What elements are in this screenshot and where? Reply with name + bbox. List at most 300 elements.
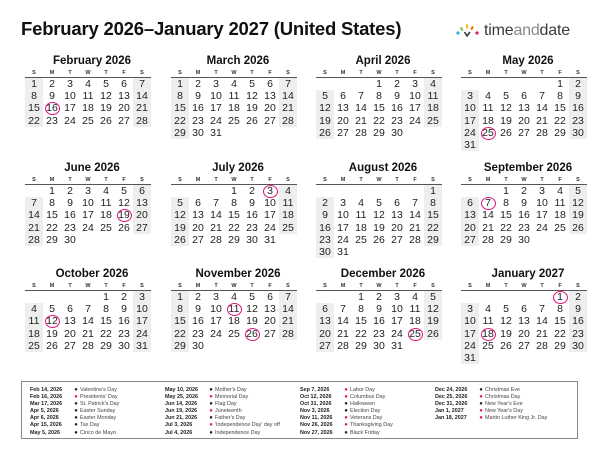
day-cell: 2 xyxy=(521,185,527,197)
day-grid xyxy=(461,78,587,151)
day-cell: 22 xyxy=(228,221,240,234)
day-cell: 10 xyxy=(337,209,349,222)
day-cell: 26 xyxy=(246,114,258,127)
day-cell: 5 xyxy=(249,78,255,90)
empty-cell xyxy=(388,185,406,197)
day-cell: 21 xyxy=(279,102,297,114)
day-cell: 5 xyxy=(249,291,255,303)
day-cell: 10 xyxy=(536,197,548,210)
day-cell: 25 xyxy=(228,114,240,127)
day-cell: 24 xyxy=(461,127,479,139)
bullet-icon: ● xyxy=(74,415,78,422)
bullet-icon: ● xyxy=(209,394,213,401)
day-cell: 24 xyxy=(133,328,151,340)
holiday-day-cell: 26 xyxy=(243,328,261,340)
day-cell: 2 xyxy=(121,291,127,303)
day-cell: 7 xyxy=(279,291,297,303)
day-cell: 16 xyxy=(373,315,385,328)
day-cell: 7 xyxy=(358,90,364,103)
day-cell: 29 xyxy=(228,233,240,246)
bullet-icon: ● xyxy=(479,401,483,408)
day-cell: 5 xyxy=(121,185,127,197)
day-cell: 9 xyxy=(195,90,201,103)
month-calendar xyxy=(313,267,453,352)
day-cell: 2 xyxy=(49,78,55,90)
day-cell: 22 xyxy=(554,114,566,127)
holiday-date: May 5, 2026 xyxy=(30,429,60,436)
day-cell: 17 xyxy=(210,102,222,115)
day-cell: 4 xyxy=(557,185,563,197)
day-cell: 6 xyxy=(521,303,527,316)
day-cell: 11 xyxy=(482,102,494,115)
day-cell: 18 xyxy=(409,315,421,328)
weekday-label: M xyxy=(195,70,201,76)
day-cell: 11 xyxy=(100,197,112,210)
bullet-icon: ● xyxy=(74,422,78,429)
day-cell: 24 xyxy=(64,114,76,127)
month-title: April 2026 xyxy=(355,55,411,67)
holiday-date: Jun 19, 2026 xyxy=(165,408,198,415)
legend-row xyxy=(435,408,547,415)
day-cell: 7 xyxy=(279,78,297,90)
day-cell: 22 xyxy=(554,327,566,340)
day-cell: 4 xyxy=(485,90,491,103)
day-cell: 17 xyxy=(264,209,276,222)
day-cell: 10 xyxy=(391,303,403,316)
holiday-date: Oct 12, 2026 xyxy=(300,394,332,401)
day-cell: 23 xyxy=(192,327,204,340)
day-cell: 28 xyxy=(133,115,151,127)
day-cell: 1 xyxy=(231,185,237,197)
day-cell: 23 xyxy=(569,115,587,127)
empty-cell xyxy=(461,78,479,90)
day-cell: 12 xyxy=(424,303,442,315)
day-cell: 23 xyxy=(192,114,204,127)
day-grid xyxy=(25,185,151,246)
month-title: August 2026 xyxy=(348,162,418,174)
day-cell: 8 xyxy=(358,303,364,316)
day-grid xyxy=(461,291,587,364)
day-cell: 14 xyxy=(25,209,43,221)
holiday-day-cell: 12 xyxy=(43,315,61,327)
day-cell: 15 xyxy=(100,315,112,328)
weekday-label: S xyxy=(323,177,327,183)
weekday-label: S xyxy=(140,283,144,289)
day-cell: 25 xyxy=(279,222,297,234)
day-cell: 13 xyxy=(518,102,530,115)
holiday-date: Mar 17, 2026 xyxy=(30,401,63,408)
day-cell: 9 xyxy=(249,197,255,210)
day-cell: 11 xyxy=(424,90,442,102)
day-cell: 31 xyxy=(264,233,276,246)
day-cell: 7 xyxy=(412,197,418,210)
day-cell: 25 xyxy=(355,233,367,246)
month-calendar xyxy=(313,54,453,139)
bullet-icon: ● xyxy=(74,394,78,401)
day-cell: 5 xyxy=(376,197,382,210)
day-cell: 24 xyxy=(82,221,94,234)
legend-row xyxy=(165,408,280,415)
day-cell: 3 xyxy=(67,78,73,90)
weekday-header xyxy=(316,282,442,291)
weekday-label: W xyxy=(376,177,382,183)
legend-row xyxy=(165,394,280,401)
logo-text: timeanddate xyxy=(484,22,570,39)
day-cell: 20 xyxy=(391,221,403,234)
day-cell: 20 xyxy=(461,222,479,234)
day-cell: 13 xyxy=(64,315,76,328)
day-cell: 1 xyxy=(376,78,382,90)
day-cell: 28 xyxy=(536,126,548,139)
weekday-label: S xyxy=(286,283,290,289)
legend-row xyxy=(30,394,119,401)
day-cell: 30 xyxy=(192,339,204,352)
day-cell: 6 xyxy=(267,78,273,90)
day-cell: 14 xyxy=(355,102,367,115)
day-cell: 10 xyxy=(133,303,151,315)
day-cell: 31 xyxy=(461,139,479,151)
empty-cell xyxy=(479,185,497,197)
holiday-name: Father's Day xyxy=(215,415,246,422)
day-cell: 13 xyxy=(118,90,130,103)
month-calendar xyxy=(22,161,162,246)
day-cell: 25 xyxy=(82,114,94,127)
day-cell: 3 xyxy=(539,185,545,197)
weekday-header xyxy=(316,69,442,78)
weekday-label: S xyxy=(468,283,472,289)
day-cell: 14 xyxy=(536,102,548,115)
day-cell: 16 xyxy=(64,209,76,222)
day-cell: 15 xyxy=(424,209,442,221)
day-cell: 14 xyxy=(279,303,297,315)
day-cell: 17 xyxy=(461,115,479,127)
legend-row xyxy=(30,422,119,429)
day-cell: 30 xyxy=(569,340,587,352)
day-cell: 26 xyxy=(118,221,130,234)
day-cell: 2 xyxy=(67,185,73,197)
day-cell: 12 xyxy=(373,209,385,222)
weekday-label: T xyxy=(540,283,544,289)
day-cell: 12 xyxy=(569,197,587,209)
day-cell: 20 xyxy=(337,114,349,127)
weekday-header xyxy=(171,282,297,291)
day-cell: 5 xyxy=(316,90,334,102)
day-cell: 11 xyxy=(228,90,240,103)
day-cell: 27 xyxy=(118,114,130,127)
empty-cell xyxy=(25,291,43,303)
day-cell: 13 xyxy=(133,197,151,209)
day-cell: 18 xyxy=(355,221,367,234)
weekday-header xyxy=(461,176,587,185)
holiday-date: Feb 14, 2026 xyxy=(30,387,63,393)
day-cell: 4 xyxy=(424,78,442,90)
timeanddate-logo[interactable] xyxy=(455,21,570,41)
holiday-name: Labor Day xyxy=(350,387,375,393)
weekday-label: T xyxy=(250,177,254,183)
day-cell: 29 xyxy=(424,234,442,246)
weekday-label: S xyxy=(286,70,290,76)
day-cell: 15 xyxy=(46,209,58,222)
day-cell: 1 xyxy=(171,291,189,303)
day-cell: 5 xyxy=(503,90,509,103)
empty-cell xyxy=(515,78,533,90)
weekday-label: M xyxy=(485,70,491,76)
empty-cell xyxy=(171,185,189,197)
holiday-name: Christmas Eve xyxy=(485,387,521,393)
day-grid xyxy=(461,185,587,246)
day-cell: 22 xyxy=(500,221,512,234)
day-cell: 30 xyxy=(64,233,76,246)
day-cell: 17 xyxy=(133,315,151,327)
day-cell: 4 xyxy=(412,291,418,303)
holiday-date: Jun 14, 2026 xyxy=(165,401,198,408)
day-cell: 27 xyxy=(264,114,276,127)
day-cell: 22 xyxy=(171,328,189,340)
day-cell: 12 xyxy=(171,209,189,221)
day-cell: 3 xyxy=(394,291,400,303)
day-cell: 27 xyxy=(391,233,403,246)
weekday-label: M xyxy=(340,283,346,289)
day-cell: 24 xyxy=(210,114,222,127)
weekday-label: S xyxy=(468,177,472,183)
bullet-icon: ● xyxy=(209,408,213,415)
day-cell: 28 xyxy=(210,233,222,246)
month-calendar xyxy=(313,161,453,258)
day-cell: 13 xyxy=(264,303,276,316)
holiday-date: Dec 24, 2026 xyxy=(435,387,468,393)
day-cell: 17 xyxy=(391,315,403,328)
day-cell: 29 xyxy=(373,126,385,139)
day-cell: 4 xyxy=(231,291,237,303)
day-cell: 14 xyxy=(133,90,151,102)
day-cell: 20 xyxy=(264,315,276,328)
day-cell: 16 xyxy=(569,102,587,114)
empty-cell xyxy=(370,185,388,197)
day-cell: 21 xyxy=(210,221,222,234)
holiday-day-cell: 16 xyxy=(43,102,61,114)
day-cell: 20 xyxy=(118,102,130,115)
legend-column xyxy=(165,387,280,437)
day-cell: 13 xyxy=(337,102,349,115)
day-cell: 17 xyxy=(210,315,222,328)
day-cell: 21 xyxy=(355,114,367,127)
day-cell: 3 xyxy=(213,78,219,90)
weekday-header xyxy=(171,176,297,185)
day-cell: 26 xyxy=(373,233,385,246)
day-cell: 27 xyxy=(264,327,276,340)
weekday-label: T xyxy=(395,70,399,76)
day-cell: 24 xyxy=(461,340,479,352)
day-cell: 6 xyxy=(521,90,527,103)
day-cell: 27 xyxy=(518,126,530,139)
day-cell: 28 xyxy=(279,328,297,340)
day-cell: 17 xyxy=(64,102,76,115)
holiday-date: Feb 16, 2026 xyxy=(30,394,63,401)
holiday-name: Cinco de Mayo xyxy=(80,429,116,436)
holiday-name: Valentine's Day xyxy=(80,387,117,393)
day-cell: 19 xyxy=(46,327,58,340)
weekday-label: T xyxy=(214,70,218,76)
month-calendar xyxy=(168,267,308,352)
weekday-label: M xyxy=(195,177,201,183)
day-cell: 4 xyxy=(103,185,109,197)
bullet-icon: ● xyxy=(479,408,483,415)
day-cell: 9 xyxy=(569,303,587,315)
day-cell: 18 xyxy=(279,209,297,221)
weekday-label: S xyxy=(140,177,144,183)
day-cell: 30 xyxy=(518,233,530,246)
weekday-label: S xyxy=(140,70,144,76)
day-cell: 1 xyxy=(25,78,43,90)
weekday-label: W xyxy=(521,177,527,183)
legend-row xyxy=(300,415,393,422)
day-cell: 28 xyxy=(355,126,367,139)
bullet-icon: ● xyxy=(74,401,78,408)
day-cell: 30 xyxy=(373,339,385,352)
legend-row xyxy=(165,401,280,408)
day-cell: 18 xyxy=(82,102,94,115)
day-cell: 19 xyxy=(246,315,258,328)
weekday-label: S xyxy=(576,283,580,289)
day-grid xyxy=(25,291,151,352)
holiday-date: Apr 5, 2026 xyxy=(30,408,59,415)
weekday-header xyxy=(171,69,297,78)
empty-cell xyxy=(316,291,334,303)
legend-row xyxy=(30,401,119,408)
holiday-name: Tax Day xyxy=(80,422,100,429)
bullet-icon: ● xyxy=(74,429,78,436)
day-cell: 27 xyxy=(133,222,151,234)
day-cell: 16 xyxy=(192,315,204,328)
day-cell: 28 xyxy=(82,339,94,352)
day-cell: 6 xyxy=(67,303,73,316)
day-cell: 7 xyxy=(85,303,91,316)
day-cell: 11 xyxy=(25,315,43,327)
bullet-icon: ● xyxy=(74,387,78,393)
weekday-label: F xyxy=(268,177,272,183)
day-cell: 11 xyxy=(355,209,367,222)
empty-cell xyxy=(207,185,225,197)
day-cell: 25 xyxy=(228,327,240,340)
month-title: November 2026 xyxy=(195,268,281,280)
day-cell: 20 xyxy=(316,328,334,340)
day-cell: 3 xyxy=(340,197,346,210)
holiday-name: New Year's Eve xyxy=(485,401,523,408)
weekday-label: F xyxy=(558,283,562,289)
day-cell: 1 xyxy=(503,185,509,197)
day-cell: 7 xyxy=(133,78,151,90)
weekday-label: S xyxy=(178,177,182,183)
holiday-name: Easter Monday xyxy=(80,415,117,422)
holiday-day-cell: 25 xyxy=(479,127,497,139)
bullet-icon: ● xyxy=(344,408,348,415)
day-cell: 19 xyxy=(373,221,385,234)
day-cell: 28 xyxy=(482,233,494,246)
day-cell: 31 xyxy=(461,352,479,364)
day-cell: 4 xyxy=(358,197,364,210)
day-grid xyxy=(171,291,297,352)
legend-row xyxy=(30,415,119,422)
empty-cell xyxy=(461,185,479,197)
holiday-date: Dec 25, 2026 xyxy=(435,394,468,401)
weekday-label: T xyxy=(359,70,363,76)
month-calendar xyxy=(168,161,308,246)
day-cell: 16 xyxy=(246,209,258,222)
day-cell: 24 xyxy=(409,114,421,127)
holiday-name: Columbus Day xyxy=(350,394,386,401)
day-cell: 15 xyxy=(228,209,240,222)
weekday-label: W xyxy=(521,70,527,76)
weekday-label: T xyxy=(395,283,399,289)
holiday-date: Dec 31, 2026 xyxy=(435,401,468,408)
empty-cell xyxy=(479,291,497,303)
day-cell: 19 xyxy=(100,102,112,115)
legend-row xyxy=(300,394,393,401)
day-cell: 19 xyxy=(500,114,512,127)
weekday-label: W xyxy=(376,283,382,289)
day-cell: 26 xyxy=(46,339,58,352)
day-cell: 24 xyxy=(210,327,222,340)
day-grid xyxy=(316,78,442,139)
day-cell: 7 xyxy=(25,197,43,209)
weekday-label: S xyxy=(323,70,327,76)
holiday-day-cell: 18 xyxy=(479,328,497,340)
holiday-name: Flag Day xyxy=(215,401,237,408)
day-cell: 26 xyxy=(500,126,512,139)
day-cell: 1 xyxy=(424,185,442,197)
legend-row xyxy=(300,387,393,394)
legend-row xyxy=(435,387,547,394)
day-cell: 2 xyxy=(195,78,201,90)
holiday-date: Jan 1, 2027 xyxy=(435,408,464,415)
day-cell: 7 xyxy=(539,90,545,103)
weekday-label: T xyxy=(540,70,544,76)
day-cell: 26 xyxy=(500,339,512,352)
month-title: July 2026 xyxy=(212,162,264,174)
day-cell: 18 xyxy=(482,114,494,127)
day-cell: 9 xyxy=(569,90,587,102)
day-cell: 28 xyxy=(25,234,43,246)
holiday-day-cell: 19 xyxy=(115,209,133,221)
day-cell: 8 xyxy=(557,90,563,103)
day-cell: 3 xyxy=(461,90,479,102)
empty-cell xyxy=(316,78,334,90)
day-cell: 20 xyxy=(264,102,276,115)
bullet-icon: ● xyxy=(344,422,348,429)
day-cell: 7 xyxy=(213,197,219,210)
day-cell: 24 xyxy=(391,327,403,340)
weekday-label: F xyxy=(413,177,417,183)
bullet-icon: ● xyxy=(209,429,213,436)
day-cell: 20 xyxy=(518,114,530,127)
day-cell: 21 xyxy=(536,114,548,127)
weekday-label: S xyxy=(576,70,580,76)
legend-row xyxy=(300,408,393,415)
day-cell: 6 xyxy=(461,197,479,209)
weekday-label: W xyxy=(231,283,237,289)
day-cell: 1 xyxy=(49,185,55,197)
day-cell: 8 xyxy=(103,303,109,316)
weekday-label: S xyxy=(32,283,36,289)
weekday-label: F xyxy=(558,70,562,76)
weekday-header xyxy=(461,69,587,78)
day-cell: 8 xyxy=(25,90,43,102)
weekday-label: S xyxy=(431,283,435,289)
holiday-date: Jul 3, 2026 xyxy=(165,422,193,429)
bullet-icon: ● xyxy=(209,401,213,408)
day-cell: 22 xyxy=(355,327,367,340)
holiday-date: Apr 6, 2026 xyxy=(30,415,59,422)
